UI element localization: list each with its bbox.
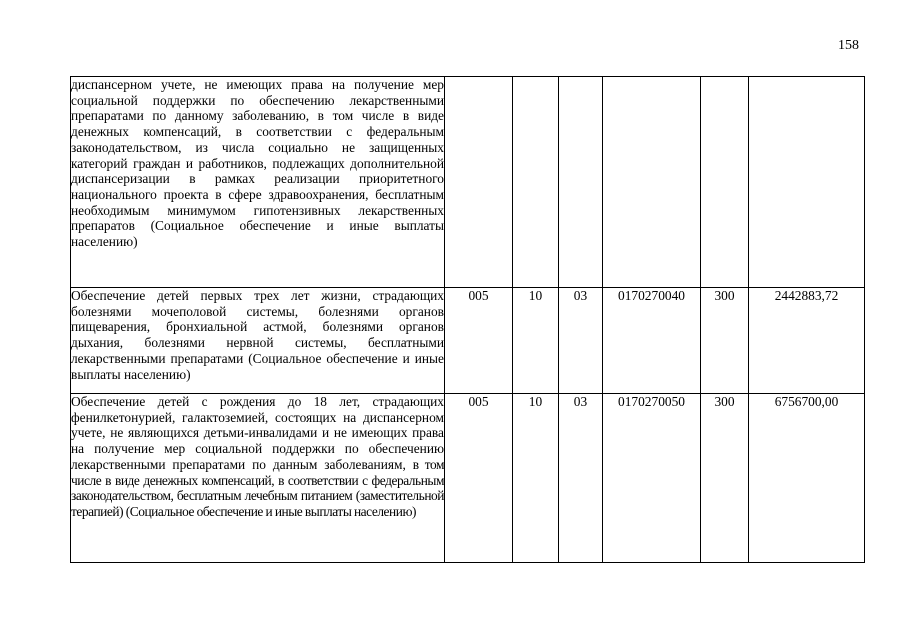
target-article-code: 0170270050 bbox=[603, 394, 701, 563]
expense-type-code bbox=[701, 77, 749, 288]
table-row bbox=[71, 77, 865, 288]
expense-type-code: 300 bbox=[701, 394, 749, 563]
table-row bbox=[71, 288, 865, 394]
page-number: 158 bbox=[838, 38, 859, 53]
budget-table bbox=[70, 76, 865, 563]
subsection-code: 03 bbox=[559, 288, 603, 394]
section-code bbox=[513, 77, 559, 288]
amount-value: 6756700,00 bbox=[749, 394, 865, 563]
row-description-main: Обеспечение детей с рождения до 18 лет, страдающих фенилкетонурией, галактоземией, состоящих на диспансерном учете, не являющихся детьми-инвалидами и не имеющих права на получение мер социальной поддержки по обеспечению лекарственными препаратами по данным заболеваниям, bbox=[71, 394, 444, 472]
target-article-code: 0170270040 bbox=[603, 288, 701, 394]
ministry-code bbox=[445, 77, 513, 288]
target-article-code bbox=[603, 77, 701, 288]
expense-type-code: 300 bbox=[701, 288, 749, 394]
subsection-code bbox=[559, 77, 603, 288]
row-description bbox=[71, 394, 445, 563]
section-code: 10 bbox=[513, 394, 559, 563]
ministry-code: 005 bbox=[445, 394, 513, 563]
ministry-code: 005 bbox=[445, 288, 513, 394]
table-row bbox=[71, 394, 865, 563]
amount-value: 2442883,72 bbox=[749, 288, 865, 394]
row-description-tail: в том числе в виде денежных компенсаций, в соответствии с федеральным законодательством, бесплатным лечебным питанием (заместительной терапией) (Социальное обеспечение и иные выплаты населению) bbox=[71, 456, 444, 519]
row-description: диспансерном учете, не имеющих права на получение мер социальной поддержки по обеспечению лекарственными препаратами по данному заболеванию, в том числе в виде денежных компенсаций, в соответствии с федеральным законодательством, из числа социально не защищенных категорий граждан и работников, подлежащих дополнительной диспансеризации в рамках реализации приоритетного национального проекта в сфере здравоохранения, бесплатным необходимым минимумом гипотензивных лекарственных препаратов (Социальное обеспечение и иные выплаты населению) bbox=[71, 77, 445, 288]
subsection-code: 03 bbox=[559, 394, 603, 563]
amount-value bbox=[749, 77, 865, 288]
section-code: 10 bbox=[513, 288, 559, 394]
row-description: Обеспечение детей первых трех лет жизни, страдающих болезнями мочеполовой системы, болезнями органов пищеварения, бронхиальной астмой, болезнями органов дыхания, болезнями нервной системы, бесплатными лекарственными препаратами (Социальное обеспечение и иные выплаты населению) bbox=[71, 288, 445, 394]
